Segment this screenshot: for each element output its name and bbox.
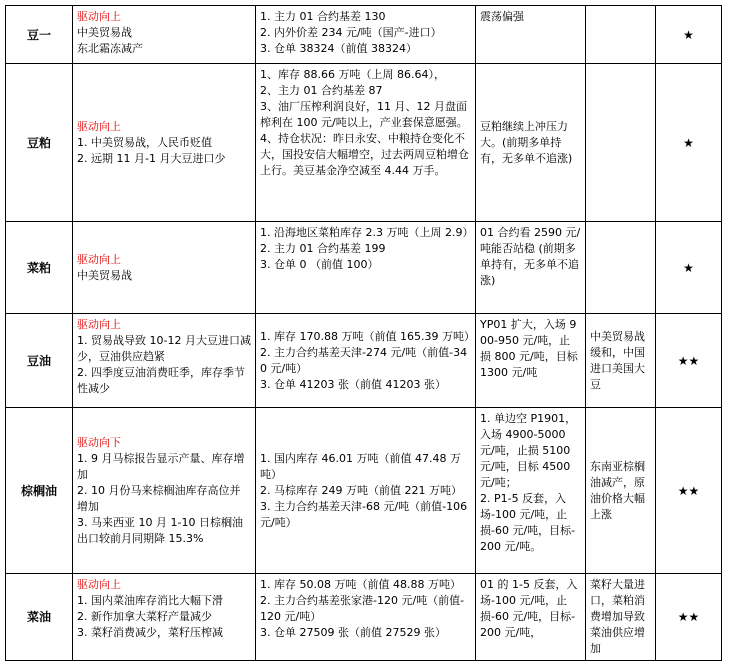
- driver-line: 中美贸易战: [77, 26, 132, 39]
- rating-stars: ★★: [656, 574, 722, 661]
- driver-cell: [73, 314, 256, 408]
- technical-line: 01 的 1-5 反套，入场-100 元/吨，止损-60 元/吨，目标-200 元/吨，: [480, 578, 578, 639]
- commodity-name: 棕榈油: [6, 408, 73, 574]
- news-line: 菜籽大量进口，菜粕消费增加导致菜油供应增加: [590, 578, 645, 655]
- driver-title: 驱动向上: [77, 252, 121, 266]
- news-line: 中美贸易战缓和，中国进口美国大豆: [590, 329, 645, 391]
- fundamental-line: 1. 国内库存 46.01 万吨（前值 47.48 万吨）: [260, 451, 461, 481]
- driver-line: 2. 四季度豆油消费旺季，库存季节性减少: [77, 366, 245, 395]
- driver-title: 驱动向上: [77, 318, 121, 331]
- table-row-soybean: [6, 6, 722, 64]
- fundamental-line: 3. 主力合约基差天津-68 元/吨（前值-106 元/吨）: [260, 499, 468, 529]
- table-row-palm-oil: [6, 408, 722, 574]
- driver-title: 驱动向上: [77, 119, 121, 133]
- fundamental-line: 3. 仓单 41203 张（前值 41203 张）: [260, 377, 446, 391]
- driver-line: 2. 新作加拿大菜籽产量减少: [77, 610, 212, 623]
- table-row-soymeal: [6, 64, 722, 222]
- technical-cell: [476, 6, 586, 64]
- driver-cell: [73, 222, 256, 314]
- fundamental-line: 1. 主力 01 合约基差 130: [260, 10, 386, 23]
- fundamental-line: 2. 主力合约基差张家港-120 元/吨（前值-120 元/吨）: [260, 594, 465, 623]
- driver-line: 1. 国内菜油库存消比大幅下滑: [77, 594, 223, 607]
- fundamental-line: 2. 马棕库存 249 万吨（前值 221 万吨）: [260, 483, 462, 497]
- technical-line: 2. P1-5 反套，入场-100 元/吨，止损-60 元/吨，目标-200 元/吨。: [480, 492, 576, 553]
- fundamental-line: 4、持仓状况：昨日永安、中粮持仓变化不大，国投安信大幅增空，过去两周豆粕增仓上行。美豆基金净空减至 4.44 万手。: [260, 132, 469, 177]
- rating-stars: ★: [656, 6, 722, 64]
- technical-line: 1. 单边空 P1901，入场 4900-5000 元/吨，止损 5100 元/吨，目标 4500 元/吨；: [480, 412, 577, 489]
- technical-line: 豆粕继续上冲压力大。(前期多单持有，无多单不追涨): [480, 119, 573, 165]
- technical-cell: [476, 64, 586, 222]
- news-cell: [586, 6, 656, 64]
- driver-title: 驱动向上: [77, 10, 121, 23]
- driver-line: 东北霜冻减产: [77, 42, 143, 55]
- commodity-name: 菜粕: [6, 222, 73, 314]
- fundamental-line: 3、油厂压榨利润良好，11 月、12 月盘面榨利在 100 元/吨以上，产业套保意愿强。: [260, 100, 468, 129]
- commodity-name: 豆粕: [6, 64, 73, 222]
- fundamentals-cell: [256, 408, 476, 574]
- driver-cell: [73, 6, 256, 64]
- table-row-rapeseed-meal: [6, 222, 722, 314]
- fundamental-line: 2. 内外价差 234 元/吨（国产-进口）: [260, 26, 442, 39]
- news-cell: [586, 574, 656, 661]
- table-row-rapeseed-oil: [6, 574, 722, 661]
- technical-line: 震荡偏强: [480, 10, 524, 23]
- driver-line: 3. 马来西亚 10 月 1-10 日棕榈油出口较前月同期降 15.3%: [77, 515, 243, 545]
- rating-stars: ★: [656, 222, 722, 314]
- fundamentals-cell: [256, 64, 476, 222]
- driver-line: 2. 远期 11 月-1 月大豆进口少: [77, 151, 226, 165]
- rating-stars: ★★: [656, 314, 722, 408]
- technical-cell: [476, 574, 586, 661]
- driver-title: 驱动向下: [77, 435, 121, 449]
- fundamentals-cell: [256, 574, 476, 661]
- news-cell: [586, 222, 656, 314]
- driver-line: 1. 中美贸易战，人民币贬值: [77, 135, 212, 149]
- fundamental-line: 1. 库存 50.08 万吨（前值 48.88 万吨）: [260, 578, 461, 591]
- driver-title: 驱动向上: [77, 578, 121, 591]
- driver-line: 1. 9 月马棕报告显示产量、库存增加: [77, 451, 245, 481]
- technical-cell: [476, 314, 586, 408]
- rating-stars: ★★: [656, 408, 722, 574]
- driver-cell: [73, 64, 256, 222]
- fundamentals-cell: [256, 222, 476, 314]
- commodity-name: 豆一: [6, 6, 73, 64]
- driver-line: 1. 贸易战导致 10-12 月大豆进口减少，豆油供应趋紧: [77, 334, 251, 363]
- fundamentals-cell: [256, 6, 476, 64]
- driver-cell: [73, 574, 256, 661]
- driver-line: 2. 10 月份马来棕榈油库存高位并增加: [77, 483, 241, 513]
- fundamental-line: 1. 库存 170.88 万吨（前值 165.39 万吨）: [260, 329, 475, 343]
- driver-line: 中美贸易战: [77, 268, 132, 282]
- fundamental-line: 3. 仓单 0 （前值 100）: [260, 258, 379, 271]
- driver-cell: [73, 408, 256, 574]
- technical-cell: [476, 408, 586, 574]
- rating-stars: ★: [656, 64, 722, 222]
- fundamental-line: 1. 沿海地区菜粕库存 2.3 万吨（上周 2.9）: [260, 226, 474, 239]
- fundamentals-cell: [256, 314, 476, 408]
- fundamental-line: 1、库存 88.66 万吨（上周 86.64），: [260, 68, 445, 81]
- commodity-table: [5, 5, 722, 661]
- fundamental-line: 2、主力 01 合约基差 87: [260, 84, 383, 97]
- fundamental-line: 2. 主力 01 合约基差 199: [260, 242, 386, 255]
- commodity-name: 豆油: [6, 314, 73, 408]
- fundamental-line: 2. 主力合约基差天津-274 元/吨（前值-340 元/吨）: [260, 345, 468, 375]
- driver-line: 3. 菜籽消费减少，菜籽压榨减: [77, 626, 223, 639]
- fundamental-line: 3. 仓单 38324（前值 38324）: [260, 42, 417, 55]
- technical-cell: [476, 222, 586, 314]
- technical-line: 01 合约看 2590 元/吨能否站稳 (前期多单持有，无多单不追涨): [480, 226, 581, 287]
- news-line: 东南亚棕榈油减产，原油价格大幅上涨: [590, 459, 645, 521]
- fundamental-line: 3. 仓单 27509 张（前值 27529 张）: [260, 626, 446, 639]
- news-cell: [586, 408, 656, 574]
- table-row-soybean-oil: [6, 314, 722, 408]
- technical-line: YP01 扩大，入场 900-950 元/吨，止损 800 元/吨，目标 1300 元/吨: [480, 318, 578, 379]
- commodity-name: 菜油: [6, 574, 73, 661]
- news-cell: [586, 314, 656, 408]
- news-cell: [586, 64, 656, 222]
